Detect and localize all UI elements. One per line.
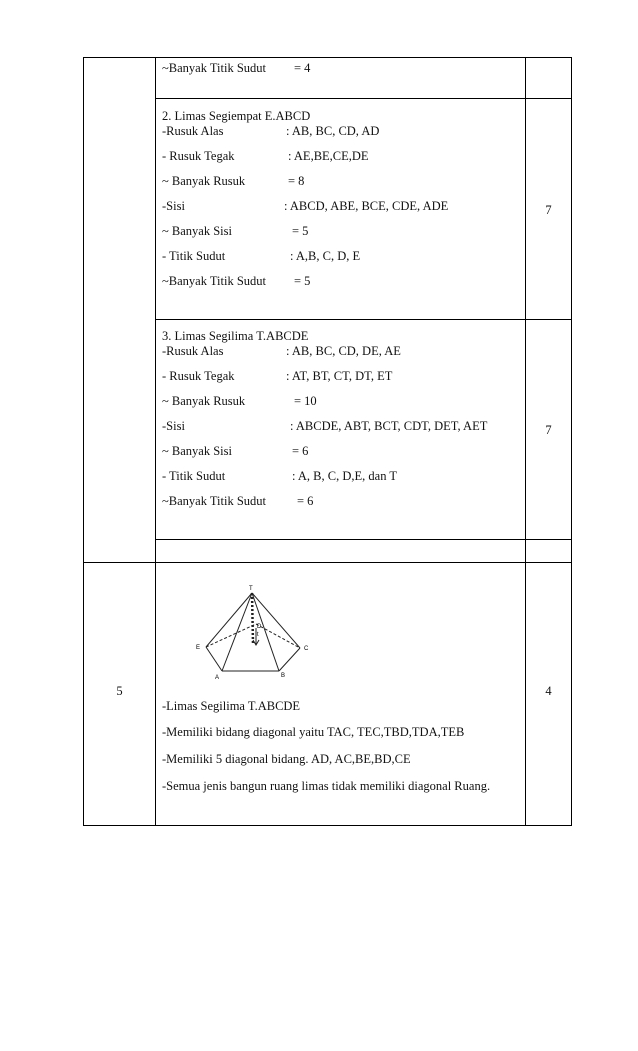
item2-score: 7 <box>545 203 552 217</box>
pentagonal-pyramid-figure <box>192 582 322 682</box>
item2-title: 2. Limas Segiempat E.ABCD <box>162 109 311 123</box>
label-c-vertex: C <box>304 646 309 652</box>
item2-value: : A,B, C, D, E <box>290 249 361 263</box>
item2-label: ~Banyak Titik Sudut <box>162 274 267 288</box>
inner-border-1 <box>155 98 572 99</box>
table-border-left <box>83 57 84 826</box>
item2-label: ~ Banyak Sisi <box>162 224 232 238</box>
item3-score: 7 <box>545 423 552 437</box>
item2-label: ~ Banyak Rusuk <box>162 174 246 188</box>
item2-label: -Rusuk Alas <box>162 124 224 138</box>
item3-value: : ABCDE, ABT, BCT, CDT, DET, AET <box>290 419 488 433</box>
label-d-vertex: D <box>257 624 262 630</box>
row5-line: -Limas Segilima T.ABCDE <box>162 699 301 713</box>
item3-label: ~ Banyak Sisi <box>162 444 232 458</box>
label-t-height: t <box>257 632 259 638</box>
label-b-vertex: B <box>281 673 286 679</box>
row-border-4 <box>83 562 572 563</box>
item2-value: : AE,BE,CE,DE <box>288 149 369 163</box>
row5-line: -Semua jenis bangun ruang limas tidak memiliki diagonal Ruang. <box>162 779 491 793</box>
item3-label: ~ Banyak Rusuk <box>162 394 246 408</box>
row5-line: -Memiliki bidang diagonal yaitu TAC, TEC,TBD,TDA,TEB <box>162 725 465 739</box>
item2-value: = 8 <box>288 174 305 188</box>
item3-label: -Rusuk Alas <box>162 344 224 358</box>
item2-label: - Titik Sudut <box>162 249 226 263</box>
item3-value: = 10 <box>294 394 317 408</box>
label-a-vertex: A <box>215 675 220 681</box>
item3-label: - Rusuk Tegak <box>162 369 235 383</box>
inner-border-3 <box>155 539 572 540</box>
item2-value: : AB, BC, CD, AD <box>286 124 380 138</box>
table-border-bottom <box>83 825 572 826</box>
item2-label: - Rusuk Tegak <box>162 149 235 163</box>
item3-value: : AB, BC, CD, DE, AE <box>286 344 401 358</box>
table-border-top <box>83 57 572 58</box>
item2-value: = 5 <box>294 274 311 288</box>
item3-value: : A, B, C, D,E, dan T <box>292 469 397 483</box>
item2-value: = 5 <box>292 224 309 238</box>
item3-label: ~Banyak Titik Sudut <box>162 494 267 508</box>
row5-score: 4 <box>545 684 552 698</box>
item2-value: : ABCD, ABE, BCE, CDE, ADE <box>284 199 449 213</box>
tail-value: = 4 <box>294 61 311 75</box>
row5-line: -Memiliki 5 diagonal bidang. AD, AC,BE,BD,CE <box>162 752 411 766</box>
item3-title: 3. Limas Segilima T.ABCDE <box>162 329 309 343</box>
table-border-col1 <box>155 57 156 826</box>
item3-label: - Titik Sudut <box>162 469 226 483</box>
label-t-vertex: T <box>249 586 253 592</box>
tail-label: ~Banyak Titik Sudut <box>162 61 267 75</box>
item3-value: : AT, BT, CT, DT, ET <box>286 369 393 383</box>
inner-border-2 <box>155 319 572 320</box>
item3-label: -Sisi <box>162 419 185 433</box>
row5-number: 5 <box>116 684 123 698</box>
table-border-right <box>571 57 572 826</box>
item2-label: -Sisi <box>162 199 185 213</box>
label-e-vertex: E <box>196 645 201 651</box>
table-border-col2 <box>525 57 526 826</box>
item3-value: = 6 <box>297 494 314 508</box>
item3-value: = 6 <box>292 444 309 458</box>
